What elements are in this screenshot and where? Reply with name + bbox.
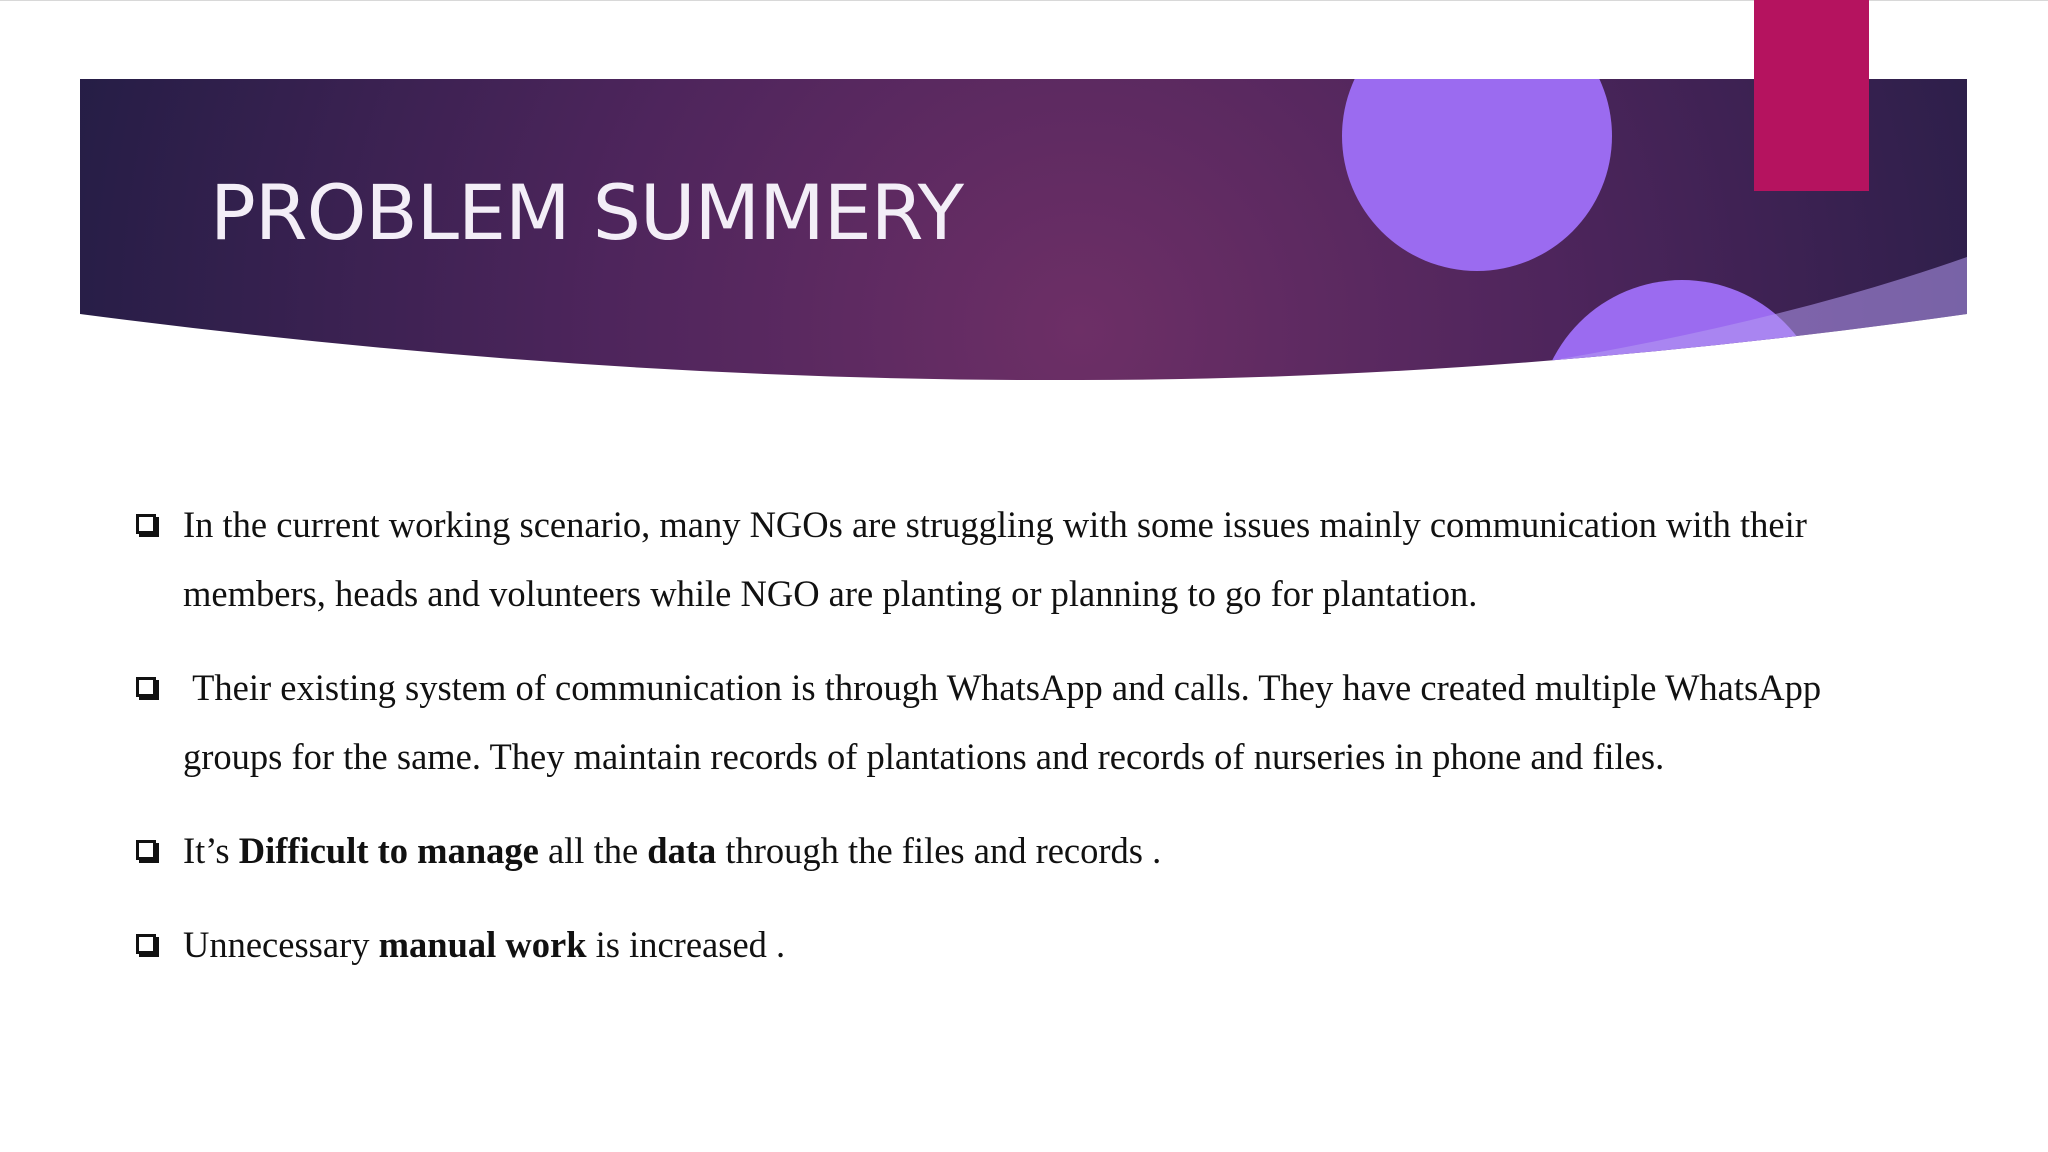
checkbox-icon xyxy=(136,677,156,697)
list-item xyxy=(136,910,1926,979)
emphasis-text: data xyxy=(647,830,717,871)
checkbox-icon xyxy=(136,840,156,860)
bullet-text: It’s Difficult to manage all the data through the files and records . xyxy=(183,830,1162,871)
emphasis-text: Difficult to manage xyxy=(238,830,539,871)
bullet-list xyxy=(136,490,1926,1004)
page-title: PROBLEM SUMMERY xyxy=(210,168,964,257)
emphasis-text: manual work xyxy=(378,924,587,965)
checkbox-icon xyxy=(136,934,156,954)
list-item xyxy=(136,816,1926,885)
decor-circle-large xyxy=(1342,1,1612,271)
bullet-text: In the current working scenario, many NGOs are struggling with some issues mainly communication with their members, heads and volunteers while NGO are planting or planning to go for plantation. xyxy=(183,504,1807,614)
list-item xyxy=(136,490,1926,628)
accent-tab xyxy=(1754,0,1869,191)
bullet-text: Unnecessary manual work is increased . xyxy=(183,924,786,965)
bullet-text: Their existing system of communication is through WhatsApp and calls. They have created multiple WhatsApp groups for the same. They maintain records of plantations and records of nurseries in phone and files. xyxy=(183,667,1822,777)
list-item xyxy=(136,653,1926,791)
checkbox-icon xyxy=(136,514,156,534)
